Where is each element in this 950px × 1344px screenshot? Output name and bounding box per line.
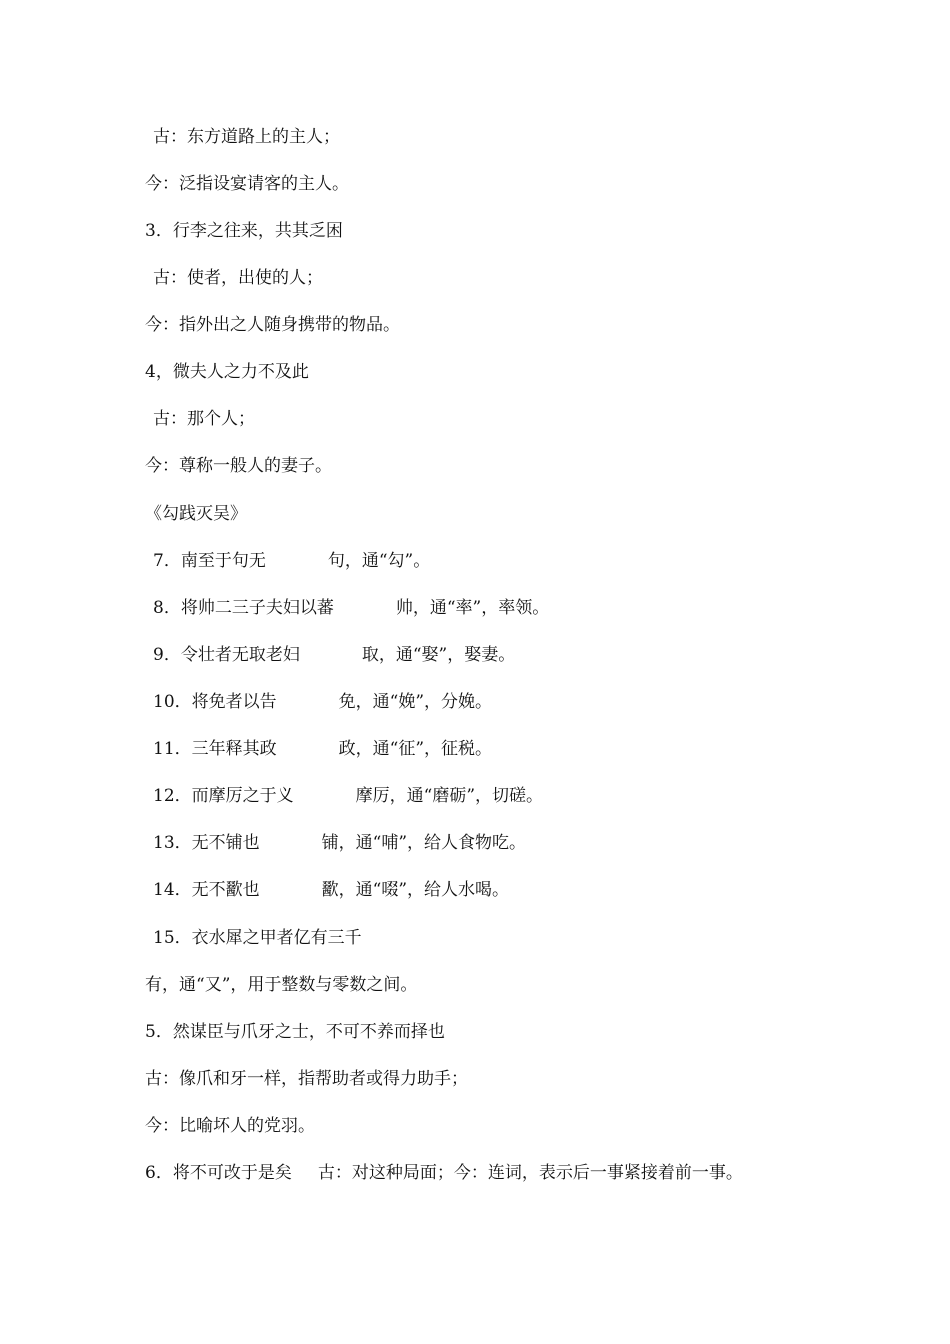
explanation: 铺，通“哺”，给人食物吃。 — [321, 833, 527, 853]
text-line: 今：泛指设宴请客的主人。 — [145, 174, 349, 194]
text-line: 今：指外出之人随身携带的物品。 — [145, 315, 400, 335]
explanation: 免，通“娩”，分娩。 — [338, 692, 493, 712]
explanation: 政，通“征”，征税。 — [338, 739, 493, 759]
text-line — [153, 832, 526, 854]
text-line — [153, 597, 549, 619]
text-line: 有，通“又”，用于整数与零数之间。 — [145, 975, 418, 995]
sentence: 13．无不铺也 — [153, 833, 260, 853]
sentence: 7．南至于句无 — [153, 551, 266, 571]
text-line — [153, 785, 543, 807]
explanation: 歠，通“啜”，给人水喝。 — [321, 880, 510, 900]
sentence: 9．令壮者无取老妇 — [153, 645, 300, 665]
sentence: 11．三年释其政 — [153, 739, 277, 759]
sentence: 8．将帅二三子夫妇以蕃 — [153, 598, 334, 618]
text-line: 3．行李之往来，共其乏困 — [145, 221, 343, 241]
sentence: 10．将免者以告 — [153, 692, 277, 712]
text-line: 古：像爪和牙一样，指帮助者或得力助手； — [145, 1069, 468, 1089]
text-line: 4，微夫人之力不及此 — [145, 362, 309, 382]
explanation: 摩厉，通“磨砺”，切磋。 — [355, 786, 544, 806]
text-line — [153, 550, 430, 572]
text-line — [145, 1162, 743, 1184]
explanation: 帅，通“率”，率领。 — [395, 598, 550, 618]
explanation: 句，通“勾”。 — [327, 551, 431, 571]
explanation: 取，通“娶”，娶妻。 — [361, 645, 516, 665]
text-line: 5．然谋臣与爪牙之士，不可不养而择也 — [145, 1022, 445, 1042]
text-line: 15．衣水犀之甲者亿有三千 — [153, 928, 362, 948]
text-line: 古：使者，出使的人； — [153, 268, 323, 288]
text-line: 古：那个人； — [153, 409, 255, 429]
text-line — [153, 691, 492, 713]
section-title: 《勾践灭吴》 — [145, 504, 247, 524]
explanation: 古：对这种局面；今：连词，表示后一事紧接着前一事。 — [317, 1163, 743, 1183]
text-line: 今：比喻坏人的党羽。 — [145, 1116, 315, 1136]
text-line — [153, 879, 509, 901]
sentence: 12．而摩厉之于义 — [153, 786, 294, 806]
text-line — [153, 738, 492, 760]
text-line — [153, 644, 515, 666]
text-line: 今：尊称一般人的妻子。 — [145, 456, 332, 476]
sentence: 14．无不歠也 — [153, 880, 260, 900]
sentence: 6．将不可改于是矣 — [145, 1163, 292, 1183]
text-line: 古：东方道路上的主人； — [153, 127, 340, 147]
